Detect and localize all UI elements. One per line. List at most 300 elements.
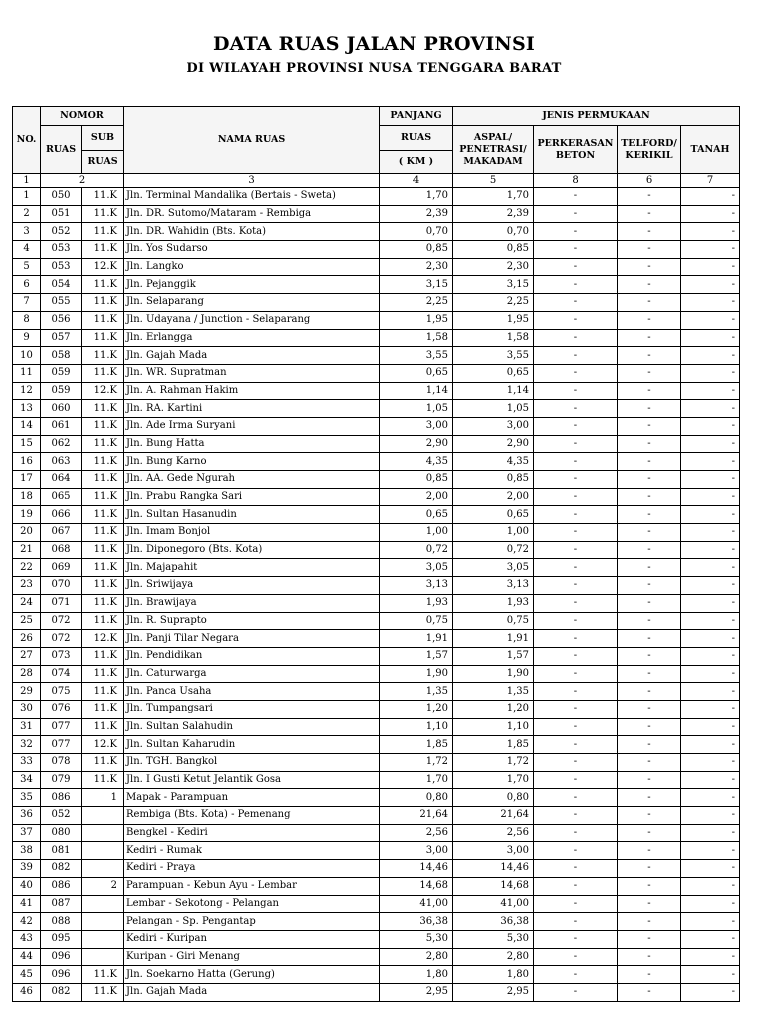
table-row [13,506,740,524]
cell-sub-ruas: 11.K [82,524,124,542]
cell-telford: - [618,577,681,595]
cell-panjang: 1,93 [380,594,453,612]
cell-beton: - [534,647,618,665]
cell-aspal: 1,93 [453,594,534,612]
header-telford-2: KERIKIL [625,149,673,161]
cell-aspal: 1,14 [453,382,534,400]
cell-sub-ruas [82,948,124,966]
cell-ruas: 096 [41,948,82,966]
cell-panjang: 1,85 [380,736,453,754]
cell-no: 46 [13,983,41,1001]
page-subtitle: DI WILAYAH PROVINSI NUSA TENGGARA BARAT [186,61,562,76]
cell-ruas: 071 [41,594,82,612]
cell-panjang: 0,65 [380,506,453,524]
cell-panjang: 5,30 [380,930,453,948]
cell-sub-ruas [82,807,124,825]
cell-beton: - [534,471,618,489]
cell-ruas: 078 [41,754,82,772]
table-row [13,524,740,542]
cell-ruas: 081 [41,842,82,860]
header-no: NO. [13,107,41,174]
cell-aspal: 1,70 [453,188,534,206]
cell-nama-ruas: Jln. R. Suprapto [124,612,380,630]
cell-panjang: 21,64 [380,807,453,825]
cell-telford: - [618,700,681,718]
cell-tanah: - [681,311,740,329]
cell-no: 30 [13,700,41,718]
cell-no: 9 [13,329,41,347]
cell-tanah: - [681,347,740,365]
cell-sub-ruas: 11.K [82,983,124,1001]
cell-telford: - [618,559,681,577]
cell-nama-ruas: Bengkel - Kediri [124,824,380,842]
cell-tanah: - [681,382,740,400]
cell-telford: - [618,966,681,984]
cell-beton: - [534,771,618,789]
cell-tanah: - [681,488,740,506]
table-row [13,789,740,807]
cell-no: 38 [13,842,41,860]
cell-no: 25 [13,612,41,630]
cell-no: 19 [13,506,41,524]
cell-ruas: 077 [41,736,82,754]
cell-panjang: 0,72 [380,541,453,559]
cell-sub-ruas: 11.K [82,506,124,524]
cell-aspal: 2,80 [453,948,534,966]
cell-telford: - [618,435,681,453]
cell-aspal: 1,95 [453,311,534,329]
cell-nama-ruas: Jln. Tumpangsari [124,700,380,718]
cell-tanah: - [681,683,740,701]
cell-telford: - [618,736,681,754]
road-data-table [12,106,740,1002]
cell-beton: - [534,347,618,365]
cell-ruas: 086 [41,877,82,895]
cell-tanah: - [681,630,740,648]
cell-sub-ruas: 11.K [82,683,124,701]
cell-sub-ruas: 11.K [82,577,124,595]
cell-aspal: 1,57 [453,647,534,665]
cell-nama-ruas: Jln. Majapahit [124,559,380,577]
cell-tanah: - [681,559,740,577]
table-row [13,895,740,913]
cell-sub-ruas: 11.K [82,612,124,630]
cell-sub-ruas: 12.K [82,630,124,648]
cell-beton: - [534,382,618,400]
cell-sub-ruas: 11.K [82,311,124,329]
cell-aspal: 1,58 [453,329,534,347]
cell-nama-ruas: Mapak - Parampuan [124,789,380,807]
cell-nama-ruas: Jln. Pendidikan [124,647,380,665]
cell-no: 17 [13,471,41,489]
cell-tanah: - [681,895,740,913]
cell-no: 7 [13,294,41,312]
table-row [13,311,740,329]
cell-no: 29 [13,683,41,701]
cell-nama-ruas: Jln. Caturwarga [124,665,380,683]
cell-beton: - [534,895,618,913]
cell-nama-ruas: Jln. DR. Wahidin (Bts. Kota) [124,223,380,241]
column-index: 6 [618,174,681,188]
cell-tanah: - [681,453,740,471]
table-row [13,983,740,1001]
cell-beton: - [534,930,618,948]
cell-sub-ruas [82,913,124,931]
table-row [13,771,740,789]
cell-no: 32 [13,736,41,754]
cell-aspal: 1,00 [453,524,534,542]
cell-sub-ruas: 11.K [82,205,124,223]
cell-no: 21 [13,541,41,559]
cell-beton: - [534,400,618,418]
cell-telford: - [618,877,681,895]
table-row [13,754,740,772]
cell-aspal: 2,25 [453,294,534,312]
header-nomor: NOMOR [41,107,124,126]
cell-beton: - [534,754,618,772]
cell-aspal: 3,00 [453,417,534,435]
cell-sub-ruas: 2 [82,877,124,895]
cell-panjang: 1,91 [380,630,453,648]
header-ruas: RUAS [41,126,82,174]
cell-beton: - [534,718,618,736]
cell-panjang: 36,38 [380,913,453,931]
cell-nama-ruas: Jln. Prabu Rangka Sari [124,488,380,506]
cell-no: 14 [13,417,41,435]
column-index: 5 [453,174,534,188]
cell-no: 26 [13,630,41,648]
cell-telford: - [618,860,681,878]
header-panjang-3: ( KM ) [380,151,453,174]
cell-tanah: - [681,647,740,665]
table-header [13,107,740,188]
cell-no: 37 [13,824,41,842]
cell-aspal: 2,30 [453,258,534,276]
cell-tanah: - [681,594,740,612]
cell-panjang: 0,80 [380,789,453,807]
header-aspal [453,126,534,174]
cell-aspal: 36,38 [453,913,534,931]
cell-telford: - [618,241,681,259]
cell-telford: - [618,647,681,665]
cell-ruas: 082 [41,860,82,878]
header-jenis-permukaan: JENIS PERMUKAAN [453,107,740,126]
cell-no: 23 [13,577,41,595]
cell-sub-ruas: 11.K [82,417,124,435]
cell-beton: - [534,241,618,259]
cell-panjang: 3,00 [380,417,453,435]
cell-telford: - [618,771,681,789]
cell-aspal: 3,13 [453,577,534,595]
cell-panjang: 1,05 [380,400,453,418]
table-row [13,630,740,648]
cell-beton: - [534,524,618,542]
cell-telford: - [618,754,681,772]
cell-panjang: 1,72 [380,754,453,772]
cell-sub-ruas: 11.K [82,329,124,347]
cell-no: 8 [13,311,41,329]
cell-sub-ruas: 12.K [82,258,124,276]
cell-nama-ruas: Jln. Gajah Mada [124,347,380,365]
cell-beton: - [534,435,618,453]
cell-nama-ruas: Jln. WR. Supratman [124,364,380,382]
cell-beton: - [534,913,618,931]
cell-no: 43 [13,930,41,948]
cell-panjang: 2,25 [380,294,453,312]
cell-sub-ruas: 11.K [82,754,124,772]
cell-ruas: 068 [41,541,82,559]
cell-nama-ruas: Jln. Sriwijaya [124,577,380,595]
table-row [13,258,740,276]
cell-sub-ruas: 11.K [82,188,124,206]
cell-no: 31 [13,718,41,736]
cell-nama-ruas: Jln. Udayana / Junction - Selaparang [124,311,380,329]
cell-sub-ruas: 11.K [82,241,124,259]
cell-nama-ruas: Parampuan - Kebun Ayu - Lembar [124,877,380,895]
cell-panjang: 2,30 [380,258,453,276]
cell-sub-ruas: 11.K [82,665,124,683]
cell-aspal: 1,70 [453,771,534,789]
cell-beton: - [534,453,618,471]
table-row [13,665,740,683]
table-row [13,453,740,471]
cell-panjang: 14,46 [380,860,453,878]
cell-beton: - [534,258,618,276]
cell-ruas: 074 [41,665,82,683]
header-aspal-2: PENETRASI/ [459,143,527,155]
cell-panjang: 14,68 [380,877,453,895]
cell-nama-ruas: Kediri - Rumak [124,842,380,860]
cell-tanah: - [681,966,740,984]
cell-telford: - [618,347,681,365]
cell-no: 20 [13,524,41,542]
cell-beton: - [534,842,618,860]
cell-sub-ruas: 12.K [82,736,124,754]
table-row [13,541,740,559]
cell-ruas: 079 [41,771,82,789]
cell-telford: - [618,223,681,241]
cell-aspal: 1,05 [453,400,534,418]
cell-aspal: 1,72 [453,754,534,772]
cell-ruas: 052 [41,223,82,241]
cell-nama-ruas: Jln. Soekarno Hatta (Gerung) [124,966,380,984]
cell-aspal: 14,46 [453,860,534,878]
cell-tanah: - [681,700,740,718]
cell-sub-ruas: 11.K [82,400,124,418]
cell-beton: - [534,824,618,842]
cell-nama-ruas: Jln. Imam Bonjol [124,524,380,542]
cell-nama-ruas: Jln. Panji Tilar Negara [124,630,380,648]
cell-tanah: - [681,577,740,595]
cell-panjang: 1,35 [380,683,453,701]
cell-nama-ruas: Kediri - Praya [124,860,380,878]
cell-ruas: 065 [41,488,82,506]
cell-panjang: 4,35 [380,453,453,471]
cell-panjang: 1,57 [380,647,453,665]
cell-beton: - [534,577,618,595]
cell-beton: - [534,364,618,382]
cell-ruas: 059 [41,364,82,382]
cell-tanah: - [681,771,740,789]
cell-no: 33 [13,754,41,772]
cell-aspal: 1,91 [453,630,534,648]
cell-sub-ruas [82,824,124,842]
cell-sub-ruas: 11.K [82,471,124,489]
cell-no: 34 [13,771,41,789]
cell-no: 35 [13,789,41,807]
cell-panjang: 1,00 [380,524,453,542]
cell-tanah: - [681,188,740,206]
cell-nama-ruas: Jln. TGH. Bangkol [124,754,380,772]
cell-sub-ruas: 12.K [82,382,124,400]
cell-beton: - [534,205,618,223]
cell-tanah: - [681,860,740,878]
table-row [13,948,740,966]
cell-tanah: - [681,807,740,825]
cell-no: 5 [13,258,41,276]
cell-tanah: - [681,205,740,223]
cell-sub-ruas [82,860,124,878]
cell-no: 18 [13,488,41,506]
page-title: DATA RUAS JALAN PROVINSI [212,33,535,55]
cell-ruas: 072 [41,612,82,630]
cell-aspal: 0,85 [453,241,534,259]
cell-panjang: 1,70 [380,188,453,206]
cell-ruas: 059 [41,382,82,400]
cell-panjang: 3,05 [380,559,453,577]
cell-no: 45 [13,966,41,984]
cell-panjang: 1,58 [380,329,453,347]
column-index: 4 [380,174,453,188]
cell-sub-ruas: 11.K [82,594,124,612]
cell-aspal: 5,30 [453,930,534,948]
cell-tanah: - [681,736,740,754]
cell-ruas: 058 [41,347,82,365]
table-row [13,577,740,595]
cell-beton: - [534,294,618,312]
cell-telford: - [618,311,681,329]
cell-panjang: 3,13 [380,577,453,595]
cell-ruas: 088 [41,913,82,931]
table-row [13,718,740,736]
cell-ruas: 057 [41,329,82,347]
table-row [13,647,740,665]
cell-sub-ruas [82,842,124,860]
cell-no: 2 [13,205,41,223]
column-index-row [13,174,740,188]
cell-aspal: 0,70 [453,223,534,241]
cell-telford: - [618,400,681,418]
table-row [13,223,740,241]
table-row [13,488,740,506]
cell-telford: - [618,506,681,524]
table-row [13,913,740,931]
cell-sub-ruas: 1 [82,789,124,807]
cell-telford: - [618,895,681,913]
header-panjang-1: PANJANG [380,107,453,126]
cell-no: 6 [13,276,41,294]
cell-ruas: 075 [41,683,82,701]
cell-no: 4 [13,241,41,259]
cell-telford: - [618,665,681,683]
cell-beton: - [534,417,618,435]
cell-telford: - [618,258,681,276]
cell-aspal: 0,72 [453,541,534,559]
cell-sub-ruas: 11.K [82,223,124,241]
cell-beton: - [534,966,618,984]
cell-no: 15 [13,435,41,453]
cell-nama-ruas: Jln. Langko [124,258,380,276]
cell-panjang: 1,20 [380,700,453,718]
cell-nama-ruas: Jln. Diponegoro (Bts. Kota) [124,541,380,559]
header-telford [618,126,681,174]
cell-telford: - [618,824,681,842]
cell-tanah: - [681,754,740,772]
cell-beton: - [534,700,618,718]
cell-telford: - [618,594,681,612]
cell-tanah: - [681,506,740,524]
cell-panjang: 3,55 [380,347,453,365]
table-row [13,594,740,612]
cell-telford: - [618,948,681,966]
cell-no: 22 [13,559,41,577]
cell-telford: - [618,789,681,807]
table-row [13,435,740,453]
cell-aspal: 3,05 [453,559,534,577]
cell-aspal: 1,90 [453,665,534,683]
table-row [13,683,740,701]
cell-telford: - [618,188,681,206]
header-telford-1: TELFORD/ [621,137,677,149]
table-row [13,382,740,400]
cell-aspal: 41,00 [453,895,534,913]
cell-beton: - [534,683,618,701]
column-index: 1 [13,174,41,188]
cell-panjang: 2,90 [380,435,453,453]
table-row [13,294,740,312]
cell-panjang: 0,85 [380,471,453,489]
cell-aspal: 4,35 [453,453,534,471]
table-row [13,700,740,718]
cell-nama-ruas: Jln. A. Rahman Hakim [124,382,380,400]
cell-nama-ruas: Jln. Bung Karno [124,453,380,471]
cell-telford: - [618,205,681,223]
table-row [13,612,740,630]
table-row [13,188,740,206]
cell-tanah: - [681,842,740,860]
header-sub-1: SUB [82,126,124,151]
cell-aspal: 2,56 [453,824,534,842]
cell-nama-ruas: Jln. DR. Sutomo/Mataram - Rembiga [124,205,380,223]
cell-panjang: 1,14 [380,382,453,400]
cell-ruas: 054 [41,276,82,294]
cell-beton: - [534,223,618,241]
cell-ruas: 095 [41,930,82,948]
cell-tanah: - [681,276,740,294]
table-row [13,241,740,259]
cell-sub-ruas: 11.K [82,966,124,984]
cell-aspal: 0,65 [453,506,534,524]
cell-panjang: 2,80 [380,948,453,966]
cell-beton: - [534,877,618,895]
table-row [13,276,740,294]
header-tanah: TANAH [681,126,740,174]
cell-sub-ruas: 11.K [82,294,124,312]
cell-aspal: 0,65 [453,364,534,382]
cell-ruas: 063 [41,453,82,471]
cell-sub-ruas: 11.K [82,700,124,718]
table-body [13,188,740,1002]
